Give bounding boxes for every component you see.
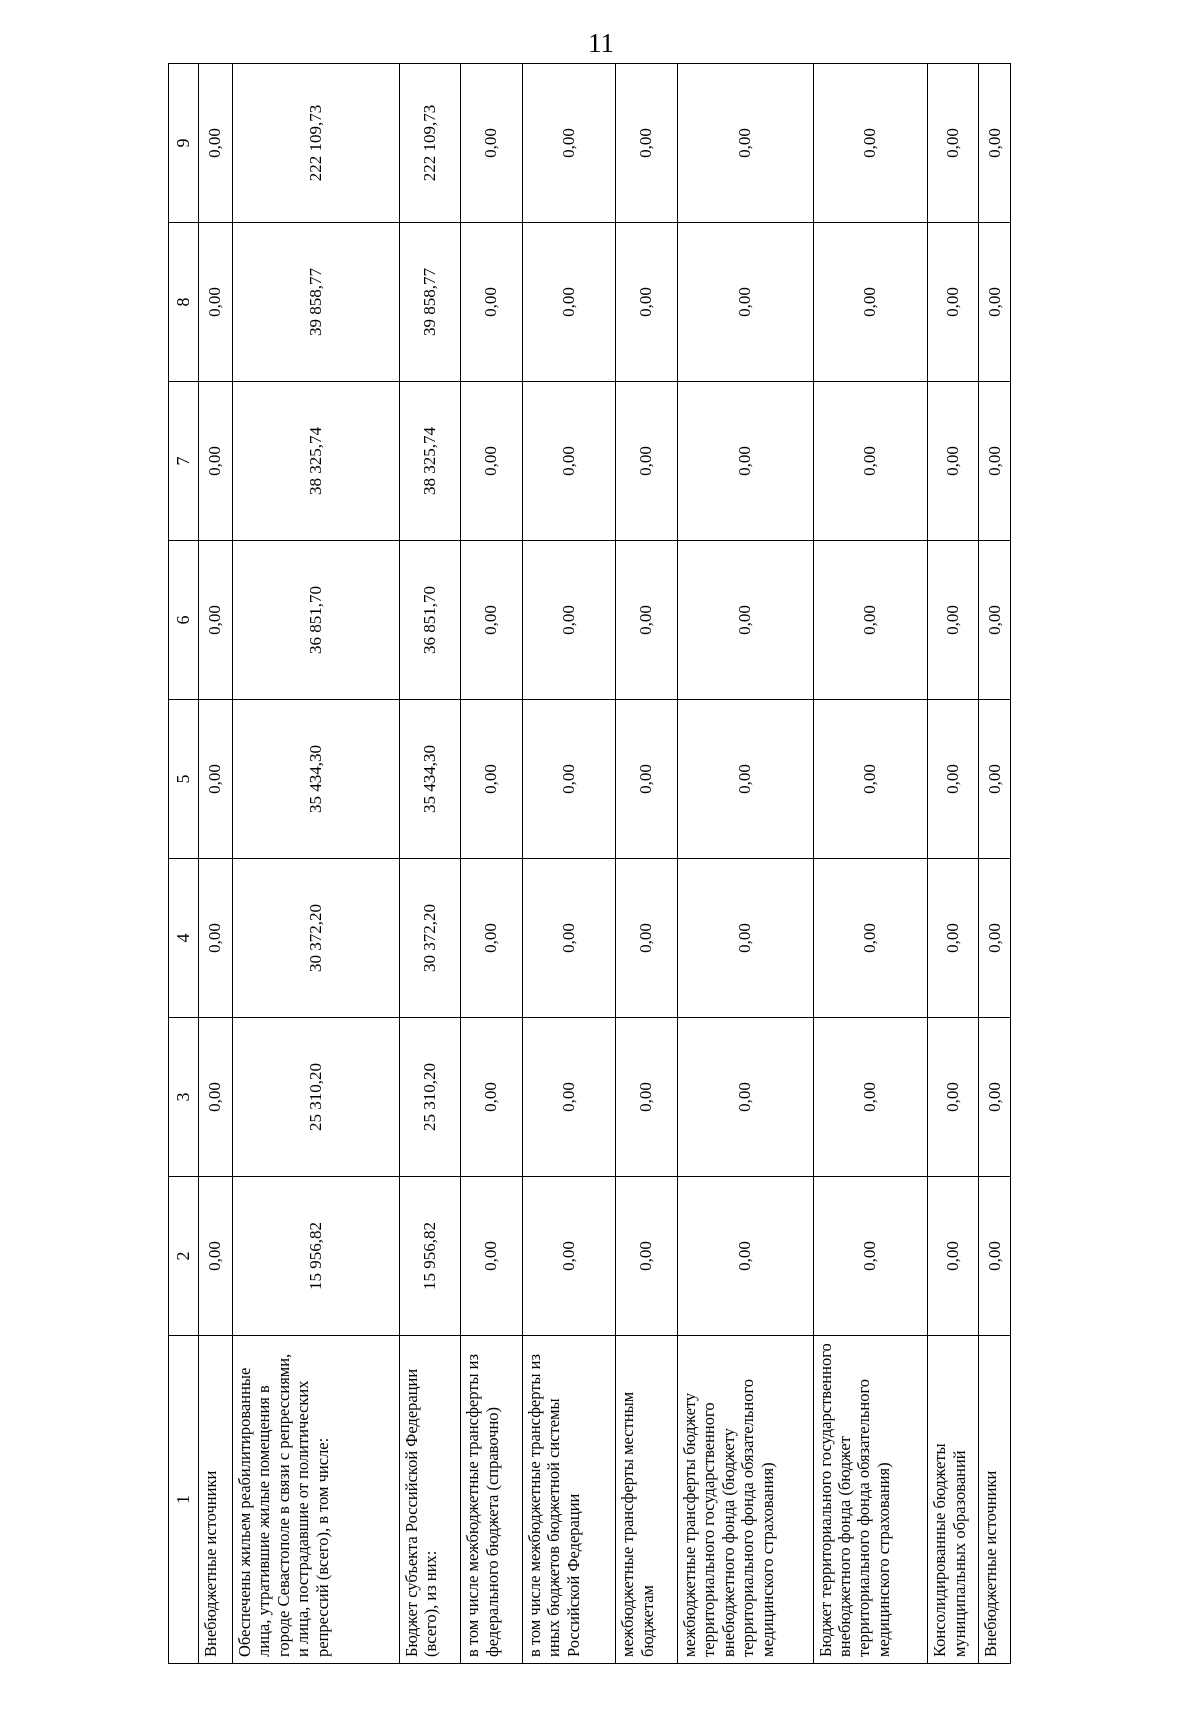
- row-label: в том числе межбюджетные трансферты из иных бюджетов бюджетной системы Российской Федерации: [522, 1336, 615, 1664]
- table-cell: 0,00: [928, 859, 979, 1018]
- table-cell: 0,00: [813, 541, 928, 700]
- table-cell: 30 372,20: [232, 859, 399, 1018]
- column-header: 5: [169, 700, 199, 859]
- table-row: [522, 64, 615, 1664]
- table-cell: 0,00: [199, 541, 233, 700]
- table-cell: 38 325,74: [232, 382, 399, 541]
- table-cell: 0,00: [813, 859, 928, 1018]
- table-cell: 0,00: [979, 700, 1011, 859]
- table-cell: 0,00: [979, 1018, 1011, 1177]
- column-header: 3: [169, 1018, 199, 1177]
- column-header: 2: [169, 1177, 199, 1336]
- table-cell: 0,00: [522, 1018, 615, 1177]
- table-cell: 0,00: [199, 382, 233, 541]
- table-row: [813, 64, 928, 1664]
- row-label: межбюджетные трансферты местным бюджетам: [616, 1336, 678, 1664]
- table-cell: 38 325,74: [399, 382, 461, 541]
- table-cell: 0,00: [616, 1018, 678, 1177]
- table-cell: 0,00: [522, 1177, 615, 1336]
- table-cell: 0,00: [522, 64, 615, 223]
- table-cell: 0,00: [461, 1177, 523, 1336]
- table-cell: 222 109,73: [232, 64, 399, 223]
- table-cell: 0,00: [199, 700, 233, 859]
- table-cell: 0,00: [677, 1177, 813, 1336]
- table-cell: 0,00: [616, 223, 678, 382]
- table-cell: 0,00: [522, 700, 615, 859]
- table-row: [979, 64, 1011, 1664]
- table-cell: 0,00: [461, 64, 523, 223]
- table-cell: 222 109,73: [399, 64, 461, 223]
- table-cell: 0,00: [928, 382, 979, 541]
- table-cell: 0,00: [677, 700, 813, 859]
- table-cell: 0,00: [813, 223, 928, 382]
- table-cell: 0,00: [677, 382, 813, 541]
- table-cell: 0,00: [813, 64, 928, 223]
- table-cell: 0,00: [461, 700, 523, 859]
- row-label: межбюджетные трансферты бюджету территориального государственного внебюджетного фонда (бюджету территориального фонда обязательного медицинского страхования): [677, 1336, 813, 1664]
- table-cell: 0,00: [928, 1018, 979, 1177]
- table-cell: 0,00: [522, 859, 615, 1018]
- table-cell: 0,00: [928, 223, 979, 382]
- table-body: [199, 64, 1011, 1664]
- row-label: Обеспечены жильем реабилитированные лица, утратившие жилые помещения в городе Севастополе в связи с репрессиями, и лица, пострадавшие от политических репрессий (всего), в том числе:: [232, 1336, 399, 1664]
- table-cell: 0,00: [677, 64, 813, 223]
- table-cell: 0,00: [616, 541, 678, 700]
- table-cell: 0,00: [928, 700, 979, 859]
- column-header: 1: [169, 1336, 199, 1664]
- table-cell: 0,00: [677, 223, 813, 382]
- table-cell: 0,00: [979, 1177, 1011, 1336]
- row-label: Бюджет субъекта Российской Федерации (всего), из них:: [399, 1336, 461, 1664]
- table-cell: 0,00: [928, 1177, 979, 1336]
- table-cell: 0,00: [616, 1177, 678, 1336]
- table-cell: 0,00: [199, 223, 233, 382]
- table-cell: 30 372,20: [399, 859, 461, 1018]
- table-cell: 0,00: [979, 223, 1011, 382]
- table-cell: 15 956,82: [399, 1177, 461, 1336]
- column-header: 6: [169, 541, 199, 700]
- table-cell: 0,00: [813, 1177, 928, 1336]
- table-row: [928, 64, 979, 1664]
- table-row: [399, 64, 461, 1664]
- column-header: 8: [169, 223, 199, 382]
- table-cell: 0,00: [979, 859, 1011, 1018]
- table-cell: 0,00: [616, 64, 678, 223]
- table-row: [677, 64, 813, 1664]
- table-cell: 0,00: [199, 859, 233, 1018]
- table-cell: 0,00: [813, 700, 928, 859]
- table-cell: 0,00: [928, 64, 979, 223]
- table-row: [461, 64, 523, 1664]
- table-cell: 0,00: [522, 223, 615, 382]
- table-cell: 35 434,30: [232, 700, 399, 859]
- table-cell: 0,00: [522, 541, 615, 700]
- table-cell: 25 310,20: [232, 1018, 399, 1177]
- table-cell: 0,00: [979, 64, 1011, 223]
- table-row: [616, 64, 678, 1664]
- row-label: Внебюджетные источники: [979, 1336, 1011, 1664]
- table-cell: 0,00: [979, 382, 1011, 541]
- table-cell: 36 851,70: [232, 541, 399, 700]
- table-cell: 0,00: [813, 382, 928, 541]
- table-cell: 0,00: [522, 382, 615, 541]
- table-cell: 15 956,82: [232, 1177, 399, 1336]
- budget-table: [168, 63, 1011, 1664]
- row-label: в том числе межбюджетные трансферты из федерального бюджета (справочно): [461, 1336, 523, 1664]
- table-cell: 0,00: [677, 541, 813, 700]
- table-row: [199, 64, 233, 1664]
- table-cell: 0,00: [199, 1018, 233, 1177]
- table-cell: 0,00: [199, 64, 233, 223]
- table-cell: 0,00: [677, 1018, 813, 1177]
- rotated-table-frame: [168, 64, 1011, 1664]
- table-cell: 0,00: [677, 859, 813, 1018]
- table-cell: 0,00: [616, 382, 678, 541]
- row-label: Консолидированные бюджеты муниципальных образований: [928, 1336, 979, 1664]
- table-cell: 0,00: [461, 382, 523, 541]
- table-cell: 0,00: [461, 1018, 523, 1177]
- table-cell: 39 858,77: [232, 223, 399, 382]
- column-header: 7: [169, 382, 199, 541]
- table-cell: 36 851,70: [399, 541, 461, 700]
- table-cell: 0,00: [979, 541, 1011, 700]
- row-label: Бюджет территориального государственного внебюджетного фонда (бюджет территориального фонда обязательного медицинского страхования): [813, 1336, 928, 1664]
- page-number: 11: [588, 28, 614, 58]
- table-cell: 0,00: [813, 1018, 928, 1177]
- table-cell: 25 310,20: [399, 1018, 461, 1177]
- header-row: [169, 64, 199, 1664]
- table-row: [232, 64, 399, 1664]
- table-cell: 0,00: [616, 859, 678, 1018]
- table-cell: 0,00: [461, 541, 523, 700]
- column-header: 4: [169, 859, 199, 1018]
- table-cell: 35 434,30: [399, 700, 461, 859]
- table-cell: 0,00: [616, 700, 678, 859]
- column-header: 9: [169, 64, 199, 223]
- table-cell: 0,00: [928, 541, 979, 700]
- table-cell: 0,00: [461, 859, 523, 1018]
- row-label: Внебюджетные источники: [199, 1336, 233, 1664]
- table-cell: 0,00: [199, 1177, 233, 1336]
- table-cell: 39 858,77: [399, 223, 461, 382]
- table-cell: 0,00: [461, 223, 523, 382]
